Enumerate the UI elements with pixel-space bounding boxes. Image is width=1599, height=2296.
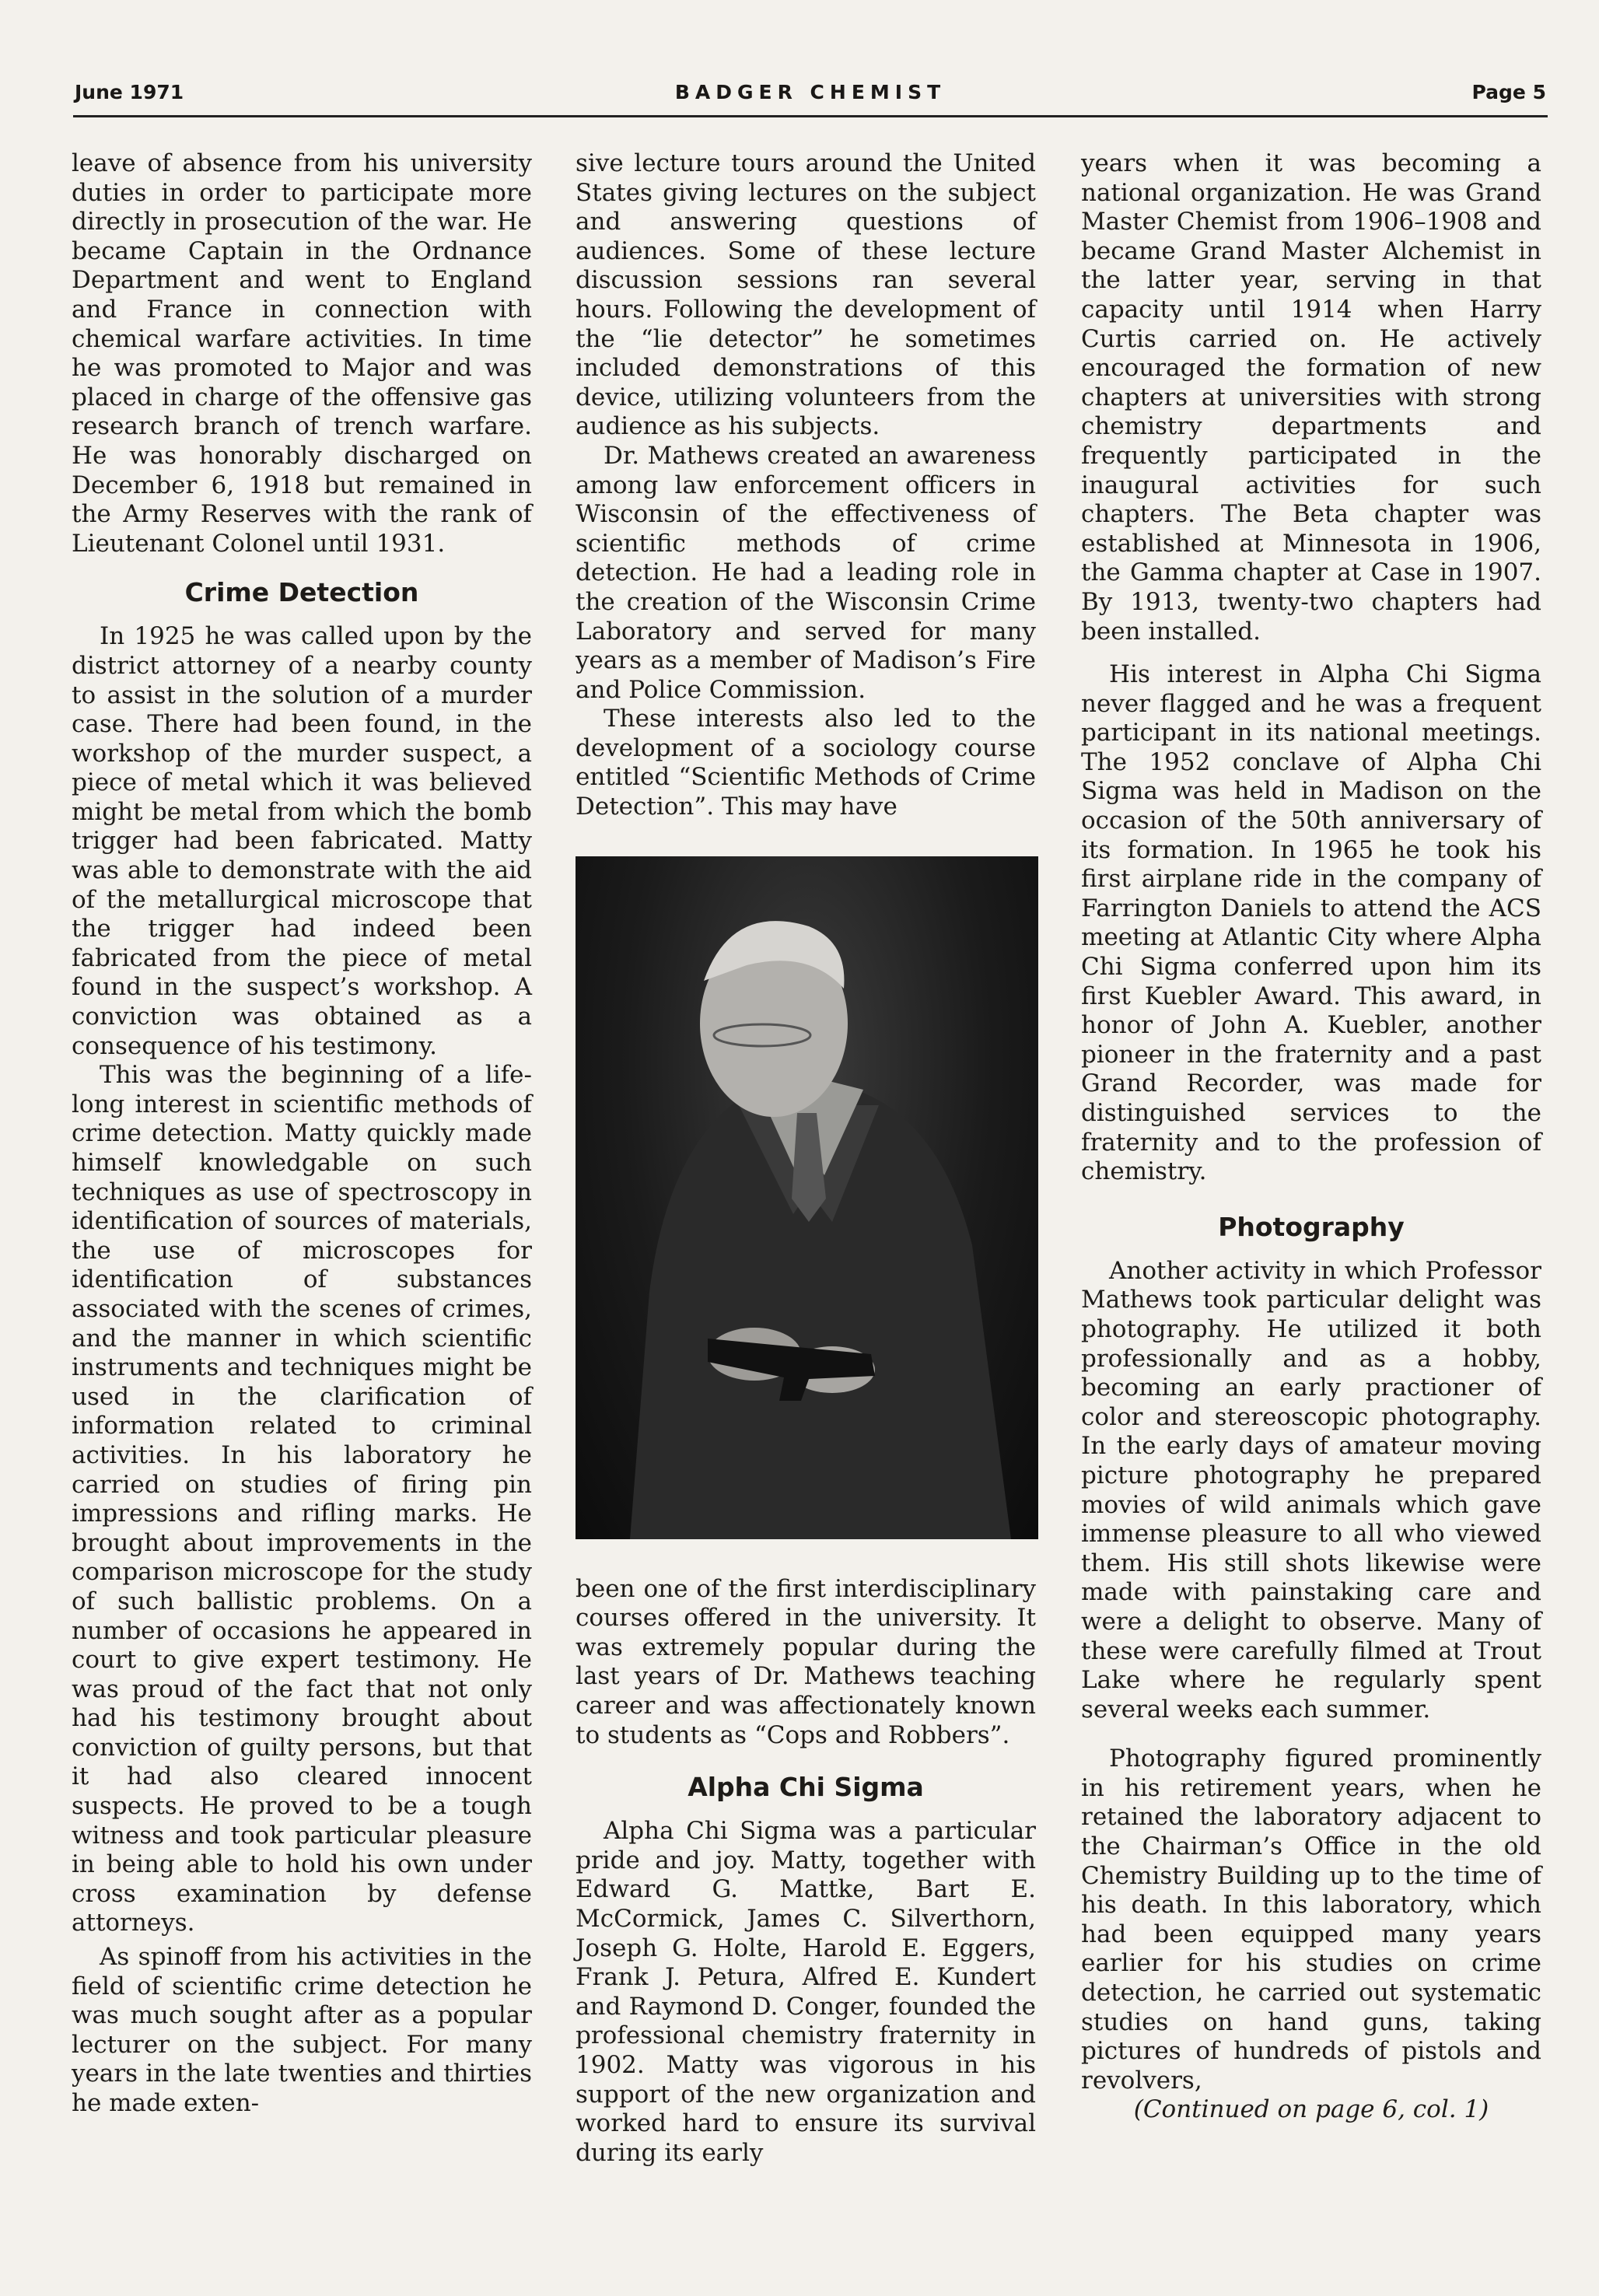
paragraph: leave of absence from his university duties in order to participate more directly in prosecution of the war. He became Captain in the Ordnance Department and went to England and France in connection with chemical warfare activities. In time he was promoted to Major and was placed in charge of the offensive gas research branch of trench warfare. He was honorably discharged on December 6, 1918 but remained in the Army Reserves with the rank of Lieutenant Colonel until 1931. <box>72 149 532 558</box>
paragraph: As spinoff from his activities in the field of scientific crime detection he was much sought after as a popular lecturer on the subject. For many years in the late twenties and thirties he made exten- <box>72 1943 532 2117</box>
paragraph: years when it was becoming a national organization. He was Grand Master Chemist from 1906–1908 and became Grand Master Alchemist in the latter year, serving in that capacity until 1914 when Harry Curtis carried on. He actively encouraged the formation of new chapters at universities with strong chemistry departments and frequently participated in the inaugural activities for such chapters. The Beta chapter was established at Minnesota in 1906, the Gamma chapter at Case in 1907. By 1913, twenty-two chapters had been installed. <box>1081 149 1541 646</box>
paragraph: Dr. Mathews created an awareness among law enforcement officers in Wisconsin of the effectiveness of scientific methods of crime detection. He had a leading role in the creation of the Wisconsin Crime Laboratory and served for many years as a member of Madison’s Fire and Police Commission. <box>576 441 1036 704</box>
portrait-photo <box>576 856 1038 1539</box>
paragraph: This was the beginning of a life-long interest in scientific methods of crime detection. Matty quickly made himself knowledgable on such techniques as use of spectroscopy in identification of sources of materials, the use of microscopes for identification of substances associated with the scenes of crimes, and the manner in which scientific instruments and techniques might be used in the clarification of information related to criminal activities. In his laboratory he carried on studies of firing pin impressions and rifling marks. He brought about improvements in the comparison microscope for the study of such ballistic problems. On a number of occasions he appeared in court to give expert testimony. He was proud of the fact that not only had his testimony brought about conviction of guilty persons, but that it had also cleared innocent suspects. He proved to be a tough witness and took particular pleasure in being able to hold his own under cross examination by defense attorneys. <box>72 1061 532 1937</box>
paragraph: In 1925 he was called upon by the district attorney of a nearby county to assist in the solution of a murder case. There had been found, in the workshop of the murder suspect, a piece of metal which it was believed might be metal from which the bomb trigger had been fabricated. Matty was able to demonstrate with the aid of the metallurgical microscope that the trigger had indeed been fabricated from the piece of metal found in the suspect’s workshop. A conviction was obtained as a consequence of his testimony. <box>72 622 532 1060</box>
continued-note: (Continued on page 6, col. 1) <box>1133 2095 1489 2124</box>
issue-date: June 1971 <box>75 81 184 103</box>
paragraph: been one of the first interdisciplinary courses offered in the university. It was extremely popular during the last years of Dr. Mathews teaching career and was affectionately known to students as “Cops and Robbers”. <box>576 1574 1036 1749</box>
paragraph: Alpha Chi Sigma was a particular pride and joy. Matty, together with Edward G. Mattke, Bart E. McCormick, James C. Silverthorn, Joseph G. Holte, Harold E. Eggers, Frank J. Petura, Alfred E. Kundert and Raymond D. Conger, founded the professional chemistry fraternity in 1902. Matty was vigorous in his support of the new organization and worked hard to ensure its survival during its early <box>576 1817 1036 2167</box>
paragraph: His interest in Alpha Chi Sigma never flagged and he was a frequent participant in its national meetings. The 1952 conclave of Alpha Chi Sigma was held in Madison on the occasion of the 50th anniversary of its formation. In 1965 he took his first airplane ride in the company of Farrington Daniels to attend the ACS meeting at Atlantic City where Alpha Chi Sigma conferred upon him its first Kuebler Award. This award, in honor of John A. Kuebler, another pioneer in the fraternity and a past Grand Recorder, was made for distinguished services to the fraternity and to the profession of chemistry. <box>1081 660 1541 1186</box>
column-3 <box>1081 149 1541 2125</box>
page-number: Page 5 <box>1471 81 1546 103</box>
running-header <box>75 81 1546 112</box>
paragraph: Photography figured prominently in his retirement years, when he retained the laboratory adjacent to the Chairman’s Office in the old Chemistry Building up to the time of his death. In this laboratory, which had been equipped many years earlier for his studies on crime detection, he carried out systematic studies on hand guns, taking pictures of hundreds of pistols and revolvers, <box>1081 1745 1541 2095</box>
portrait-figure-icon <box>576 856 1038 1539</box>
paragraph: sive lecture tours around the United States giving lectures on the subject and answering questions of audiences. Some of these lecture discussion sessions ran several hours. Following the development of the “lie detector” he sometimes included demonstrations of this device, utilizing volunteers from the audience as his subjects. <box>576 149 1036 441</box>
column-2 <box>576 149 1036 2168</box>
publication-title: BADGER CHEMIST <box>674 81 946 103</box>
column-1 <box>72 149 532 2119</box>
section-heading-alpha-chi-sigma: Alpha Chi Sigma <box>688 1772 924 1803</box>
section-heading-photography: Photography <box>1218 1211 1405 1242</box>
header-rule <box>73 115 1548 117</box>
section-heading-crime-detection: Crime Detection <box>184 577 419 608</box>
paragraph: These interests also led to the development of a sociology course entitled “Scientific Methods of Crime Detection”. This may have <box>576 705 1036 821</box>
paragraph: Another activity in which Professor Mathews took particular delight was photography. He utilized it both professionally and as a hobby, becoming an early practioner of color and stereoscopic photography. In the early days of amateur moving picture photography he prepared movies of wild animals which gave immense pleasure to all who viewed them. His still shots likewise were made with painstaking care and were a delight to observe. Many of these were carefully filmed at Trout Lake where he regularly spent several weeks each summer. <box>1081 1256 1541 1724</box>
